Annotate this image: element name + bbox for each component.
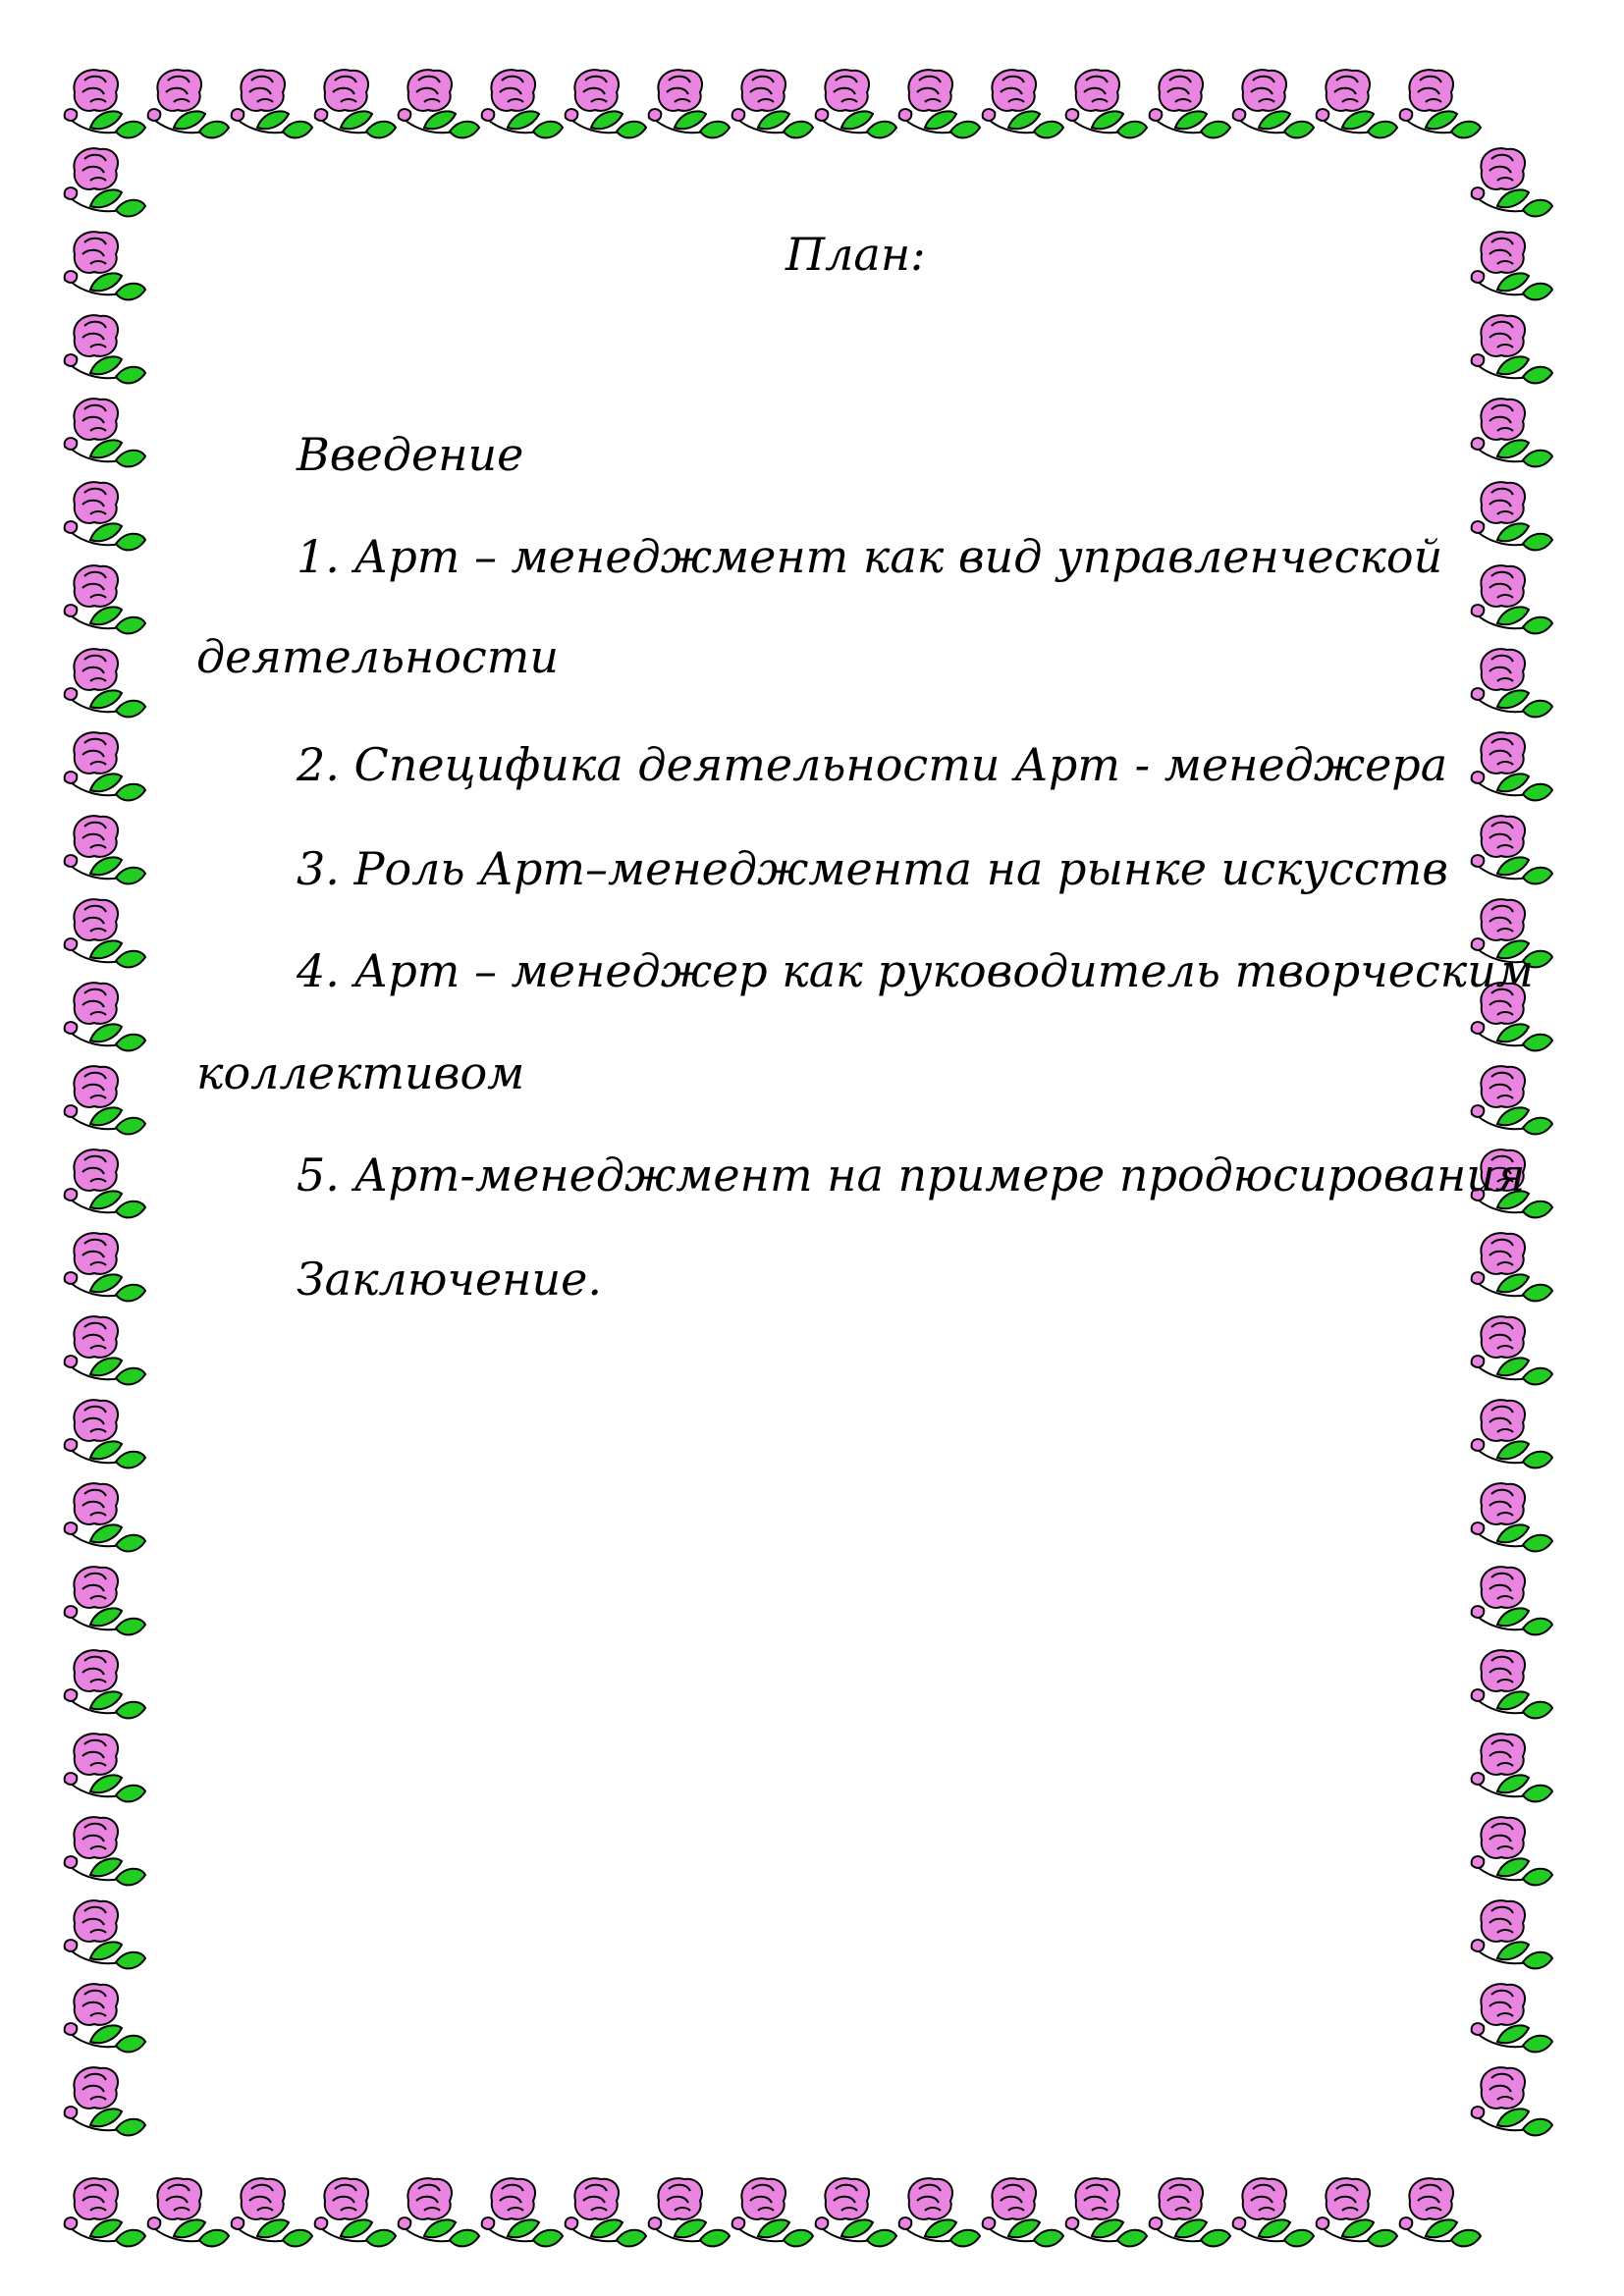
page-title: План: xyxy=(785,228,926,281)
pink-rose-icon xyxy=(65,1400,145,1468)
toc-item: 5. Арт-менеджмент на примере продюсирования xyxy=(297,1148,1526,1201)
pink-rose-icon xyxy=(65,232,145,299)
toc-item: 3. Роль Арт–менеджмента на рынке искусств xyxy=(297,842,1448,895)
pink-rose-icon xyxy=(649,70,730,137)
pink-rose-icon xyxy=(315,70,396,137)
pink-rose-icon xyxy=(148,2178,229,2246)
toc-item: Введение xyxy=(297,428,524,481)
pink-rose-icon xyxy=(1472,649,1552,717)
pink-rose-icon xyxy=(1150,2178,1230,2246)
pink-rose-icon xyxy=(732,70,813,137)
pink-rose-icon xyxy=(1472,1316,1552,1384)
pink-rose-icon xyxy=(65,1900,145,1968)
pink-rose-icon xyxy=(1472,732,1552,800)
toc-item: Заключение. xyxy=(297,1253,602,1306)
pink-rose-icon xyxy=(1472,1900,1552,1968)
pink-rose-icon xyxy=(732,2178,813,2246)
pink-rose-icon xyxy=(1400,70,1481,137)
pink-rose-icon xyxy=(1472,399,1552,466)
pink-rose-icon xyxy=(65,399,145,466)
pink-rose-icon xyxy=(1066,2178,1147,2246)
pink-rose-icon xyxy=(1066,70,1147,137)
pink-rose-icon xyxy=(65,732,145,800)
pink-rose-icon xyxy=(1472,1400,1552,1468)
pink-rose-icon xyxy=(1150,70,1230,137)
pink-rose-icon xyxy=(65,1817,145,1885)
pink-rose-icon xyxy=(1472,482,1552,550)
pink-rose-icon xyxy=(1472,1567,1552,1634)
pink-rose-icon xyxy=(65,983,145,1050)
pink-rose-icon xyxy=(65,816,145,883)
pink-rose-icon xyxy=(816,2178,896,2246)
pink-rose-icon xyxy=(1472,1233,1552,1301)
pink-rose-icon xyxy=(65,899,145,967)
pink-rose-icon xyxy=(65,1149,145,1217)
pink-rose-icon xyxy=(1472,1817,1552,1885)
pink-rose-icon xyxy=(899,70,980,137)
pink-rose-icon xyxy=(1472,1066,1552,1134)
pink-rose-icon xyxy=(65,1233,145,1301)
pink-rose-icon xyxy=(148,70,229,137)
pink-rose-icon xyxy=(65,148,145,216)
pink-rose-icon xyxy=(399,70,479,137)
pink-rose-icon xyxy=(65,2178,145,2246)
pink-rose-icon xyxy=(65,70,145,137)
pink-rose-icon xyxy=(482,2178,563,2246)
pink-rose-icon xyxy=(1472,1734,1552,1801)
toc-item: 4. Арт – менеджер как руководитель творческим xyxy=(297,944,1534,997)
pink-rose-icon xyxy=(399,2178,479,2246)
pink-rose-icon xyxy=(566,2178,646,2246)
pink-rose-icon xyxy=(1317,2178,1397,2246)
pink-rose-icon xyxy=(65,1066,145,1134)
pink-rose-icon xyxy=(1472,565,1552,633)
pink-rose-icon xyxy=(65,1567,145,1634)
pink-rose-icon xyxy=(1472,148,1552,216)
pink-rose-icon xyxy=(1400,2178,1481,2246)
pink-rose-icon xyxy=(1472,1650,1552,1718)
pink-rose-icon xyxy=(1472,2067,1552,2135)
pink-rose-icon xyxy=(65,565,145,633)
pink-rose-icon xyxy=(65,649,145,717)
toc-item-continuation: деятельности xyxy=(196,630,560,683)
pink-rose-icon xyxy=(1317,70,1397,137)
pink-rose-icon xyxy=(983,2178,1063,2246)
pink-rose-icon xyxy=(65,1734,145,1801)
pink-rose-icon xyxy=(983,70,1063,137)
pink-rose-icon xyxy=(65,2067,145,2135)
pink-rose-icon xyxy=(1472,1984,1552,2052)
pink-rose-icon xyxy=(65,315,145,383)
pink-rose-icon xyxy=(1472,315,1552,383)
pink-rose-icon xyxy=(1472,232,1552,299)
pink-rose-icon xyxy=(899,2178,980,2246)
pink-rose-icon xyxy=(1233,70,1314,137)
toc-item: 2. Специфика деятельности Арт - менеджера xyxy=(297,738,1448,791)
pink-rose-icon xyxy=(65,1483,145,1551)
pink-rose-icon xyxy=(1472,816,1552,883)
pink-rose-icon xyxy=(566,70,646,137)
pink-rose-icon xyxy=(65,1650,145,1718)
pink-rose-icon xyxy=(232,2178,312,2246)
pink-rose-icon xyxy=(65,1316,145,1384)
pink-rose-icon xyxy=(1233,2178,1314,2246)
pink-rose-icon xyxy=(816,70,896,137)
pink-rose-icon xyxy=(649,2178,730,2246)
pink-rose-icon xyxy=(482,70,563,137)
pink-rose-icon xyxy=(1472,1483,1552,1551)
pink-rose-icon xyxy=(232,70,312,137)
toc-item: 1. Арт – менеджмент как вид управленческой xyxy=(297,530,1443,583)
toc-item-continuation: коллективом xyxy=(196,1046,525,1099)
pink-rose-icon xyxy=(65,1984,145,2052)
pink-rose-icon xyxy=(65,482,145,550)
pink-rose-icon xyxy=(315,2178,396,2246)
